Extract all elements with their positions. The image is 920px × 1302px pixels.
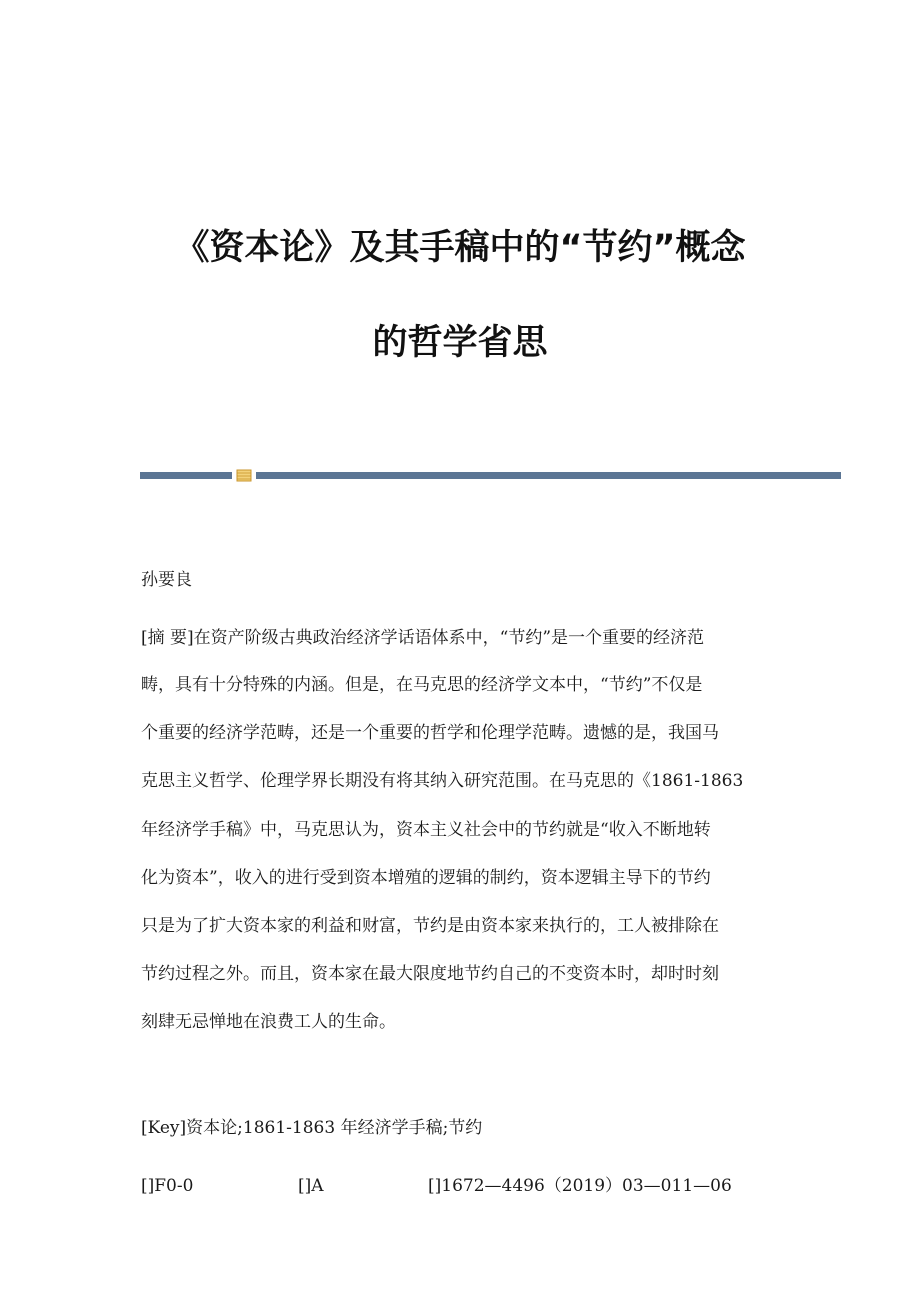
abstract-line: 刻肆无忌惮地在浪费工人的生命。 (141, 1012, 396, 1032)
abstract-line: 年经济学手稿》中，马克思认为，资本主义社会中的节约就是“收入不断地转 (141, 820, 711, 840)
author-name: 孙要良 (141, 570, 192, 590)
abstract-line: 只是为了扩大资本家的利益和财富，节约是由资本家来执行的，工人被排除在 (141, 916, 719, 936)
clc-number: []F0-0 (141, 1176, 194, 1196)
abstract-line: 畴，具有十分特殊的内涵。但是，在马克思的经济学文本中，“节约”不仅是 (141, 675, 703, 695)
divider-bar-right (256, 472, 841, 479)
document-title-line-1: 《资本论》及其手稿中的“节约”概念 (174, 228, 746, 268)
abstract-line: 化为资本”，收入的进行受到资本增殖的逻辑的制约，资本逻辑主导下的节约 (141, 868, 711, 888)
ornament-icon (236, 469, 252, 482)
title-divider (140, 469, 841, 483)
abstract-line: 个重要的经济学范畴，还是一个重要的哲学和伦理学范畴。遗憾的是，我国马 (141, 723, 719, 743)
abstract-line: [摘 要]在资产阶级古典政治经济学话语体系中，“节约”是一个重要的经济范 (141, 628, 705, 648)
document-title-line-2: 的哲学省思 (372, 323, 548, 363)
abstract-line: 克思主义哲学、伦理学界长期没有将其纳入研究范围。在马克思的《1861-1863 (141, 771, 744, 791)
divider-bar-left (140, 472, 232, 479)
document-code: []A (298, 1176, 324, 1196)
abstract-line: 节约过程之外。而且，资本家在最大限度地节约自己的不变资本时，却时时刻 (141, 964, 719, 984)
article-id: []1672—4496（2019）03—011—06 (428, 1176, 732, 1196)
keywords-line: [Key]资本论;1861-1863 年经济学手稿;节约 (141, 1118, 483, 1138)
